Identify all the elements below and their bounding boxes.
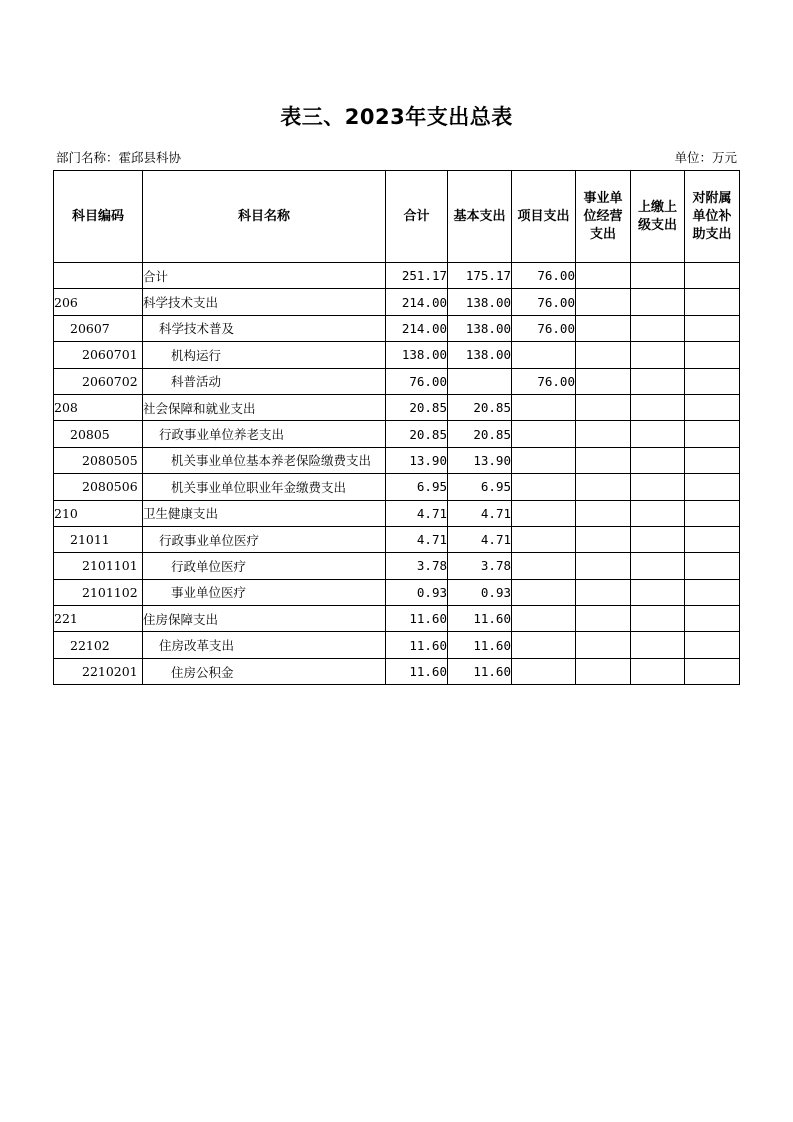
cell-subsidy: [685, 394, 740, 420]
cell-basic: 175.17: [448, 263, 512, 289]
header-name: 科目名称: [143, 171, 386, 263]
cell-upper: [631, 394, 685, 420]
table-header-row: [54, 171, 740, 263]
cell-total: 13.90: [386, 447, 448, 473]
cell-subsidy: [685, 658, 740, 684]
header-project: 项目支出: [512, 171, 576, 263]
cell-business: [576, 500, 631, 526]
cell-code: 2060702: [54, 368, 143, 394]
cell-total: 76.00: [386, 368, 448, 394]
cell-project: 76.00: [512, 289, 576, 315]
cell-code: 2080506: [54, 474, 143, 500]
table-row: [54, 553, 740, 579]
cell-business: [576, 579, 631, 605]
cell-subsidy: [685, 421, 740, 447]
cell-name: 住房保障支出: [143, 606, 386, 632]
cell-basic: 138.00: [448, 289, 512, 315]
cell-upper: [631, 579, 685, 605]
cell-total: 6.95: [386, 474, 448, 500]
cell-basic: 13.90: [448, 447, 512, 473]
table-row: [54, 474, 740, 500]
cell-subsidy: [685, 526, 740, 552]
cell-total: 20.85: [386, 421, 448, 447]
cell-business: [576, 394, 631, 420]
cell-business: [576, 526, 631, 552]
cell-project: [512, 474, 576, 500]
cell-code: 2101102: [54, 579, 143, 605]
cell-code: 221: [54, 606, 143, 632]
cell-basic: 4.71: [448, 526, 512, 552]
cell-project: [512, 394, 576, 420]
cell-name: 事业单位医疗: [143, 579, 386, 605]
cell-name: 行政事业单位养老支出: [143, 421, 386, 447]
cell-subsidy: [685, 315, 740, 341]
cell-name: 合计: [143, 263, 386, 289]
cell-name: 社会保障和就业支出: [143, 394, 386, 420]
cell-project: 76.00: [512, 368, 576, 394]
table-row: [54, 394, 740, 420]
cell-project: [512, 632, 576, 658]
cell-total: 11.60: [386, 632, 448, 658]
cell-business: [576, 263, 631, 289]
cell-business: [576, 658, 631, 684]
cell-basic: [448, 368, 512, 394]
header-upper: 上缴上级支出: [631, 171, 685, 263]
cell-subsidy: [685, 500, 740, 526]
header-code: 科目编码: [54, 171, 143, 263]
cell-name: 住房公积金: [143, 658, 386, 684]
cell-subsidy: [685, 368, 740, 394]
cell-upper: [631, 500, 685, 526]
cell-total: 251.17: [386, 263, 448, 289]
expenditure-table: [53, 170, 740, 685]
cell-business: [576, 342, 631, 368]
cell-name: 机关事业单位基本养老保险缴费支出: [143, 447, 386, 473]
cell-total: 11.60: [386, 606, 448, 632]
cell-total: 20.85: [386, 394, 448, 420]
cell-business: [576, 606, 631, 632]
cell-name: 机关事业单位职业年金缴费支出: [143, 474, 386, 500]
cell-code: 2101101: [54, 553, 143, 579]
cell-project: [512, 553, 576, 579]
cell-total: 0.93: [386, 579, 448, 605]
cell-upper: [631, 632, 685, 658]
cell-subsidy: [685, 342, 740, 368]
cell-upper: [631, 289, 685, 315]
cell-business: [576, 447, 631, 473]
header-business: 事业单位经营支出: [576, 171, 631, 263]
cell-name: 住房改革支出: [143, 632, 386, 658]
table-row: [54, 263, 740, 289]
cell-code: 2060701: [54, 342, 143, 368]
cell-basic: 6.95: [448, 474, 512, 500]
cell-business: [576, 632, 631, 658]
cell-subsidy: [685, 632, 740, 658]
cell-subsidy: [685, 474, 740, 500]
cell-name: 机构运行: [143, 342, 386, 368]
cell-name: 行政事业单位医疗: [143, 526, 386, 552]
cell-business: [576, 421, 631, 447]
cell-name: 卫生健康支出: [143, 500, 386, 526]
cell-project: 76.00: [512, 315, 576, 341]
cell-upper: [631, 526, 685, 552]
header-total: 合计: [386, 171, 448, 263]
cell-code: [54, 263, 143, 289]
table-row: [54, 606, 740, 632]
cell-code: 206: [54, 289, 143, 315]
cell-name: 科普活动: [143, 368, 386, 394]
cell-project: [512, 606, 576, 632]
cell-project: [512, 500, 576, 526]
header-basic: 基本支出: [448, 171, 512, 263]
cell-business: [576, 553, 631, 579]
department-name: 部门名称：霍邱县科协: [56, 150, 182, 165]
cell-total: 214.00: [386, 289, 448, 315]
cell-subsidy: [685, 263, 740, 289]
cell-code: 22102: [54, 632, 143, 658]
cell-subsidy: [685, 289, 740, 315]
cell-code: 20805: [54, 421, 143, 447]
cell-name: 行政单位医疗: [143, 553, 386, 579]
cell-business: [576, 368, 631, 394]
cell-upper: [631, 658, 685, 684]
cell-upper: [631, 368, 685, 394]
cell-upper: [631, 553, 685, 579]
cell-project: [512, 579, 576, 605]
cell-basic: 3.78: [448, 553, 512, 579]
table-row: [54, 632, 740, 658]
table-row: [54, 342, 740, 368]
cell-subsidy: [685, 553, 740, 579]
cell-total: 4.71: [386, 500, 448, 526]
table-row: [54, 289, 740, 315]
table-row: [54, 526, 740, 552]
cell-code: 21011: [54, 526, 143, 552]
cell-business: [576, 289, 631, 315]
table-row: [54, 579, 740, 605]
cell-code: 2210201: [54, 658, 143, 684]
cell-basic: 11.60: [448, 658, 512, 684]
document-title: 表三、2023年支出总表: [280, 105, 513, 129]
cell-basic: 20.85: [448, 394, 512, 420]
table-row: [54, 368, 740, 394]
cell-upper: [631, 315, 685, 341]
cell-business: [576, 474, 631, 500]
cell-subsidy: [685, 606, 740, 632]
cell-basic: 138.00: [448, 315, 512, 341]
table-row: [54, 658, 740, 684]
cell-project: [512, 421, 576, 447]
cell-project: [512, 447, 576, 473]
cell-project: [512, 526, 576, 552]
table-row: [54, 315, 740, 341]
cell-upper: [631, 263, 685, 289]
header-subsidy: 对附属单位补助支出: [685, 171, 740, 263]
cell-business: [576, 315, 631, 341]
cell-total: 138.00: [386, 342, 448, 368]
cell-project: [512, 342, 576, 368]
cell-total: 11.60: [386, 658, 448, 684]
cell-basic: 0.93: [448, 579, 512, 605]
cell-name: 科学技术支出: [143, 289, 386, 315]
cell-subsidy: [685, 579, 740, 605]
cell-upper: [631, 606, 685, 632]
cell-project: [512, 658, 576, 684]
unit-label: 单位：万元: [674, 150, 737, 165]
cell-code: 208: [54, 394, 143, 420]
cell-subsidy: [685, 447, 740, 473]
cell-upper: [631, 421, 685, 447]
cell-name: 科学技术普及: [143, 315, 386, 341]
table-row: [54, 421, 740, 447]
cell-total: 214.00: [386, 315, 448, 341]
cell-basic: 20.85: [448, 421, 512, 447]
table-row: [54, 500, 740, 526]
cell-project: 76.00: [512, 263, 576, 289]
cell-upper: [631, 474, 685, 500]
cell-upper: [631, 342, 685, 368]
cell-total: 3.78: [386, 553, 448, 579]
cell-code: 20607: [54, 315, 143, 341]
cell-basic: 138.00: [448, 342, 512, 368]
cell-basic: 11.60: [448, 632, 512, 658]
cell-total: 4.71: [386, 526, 448, 552]
cell-basic: 4.71: [448, 500, 512, 526]
cell-code: 2080505: [54, 447, 143, 473]
cell-code: 210: [54, 500, 143, 526]
table-row: [54, 447, 740, 473]
cell-basic: 11.60: [448, 606, 512, 632]
table-body: [54, 263, 740, 685]
cell-upper: [631, 447, 685, 473]
